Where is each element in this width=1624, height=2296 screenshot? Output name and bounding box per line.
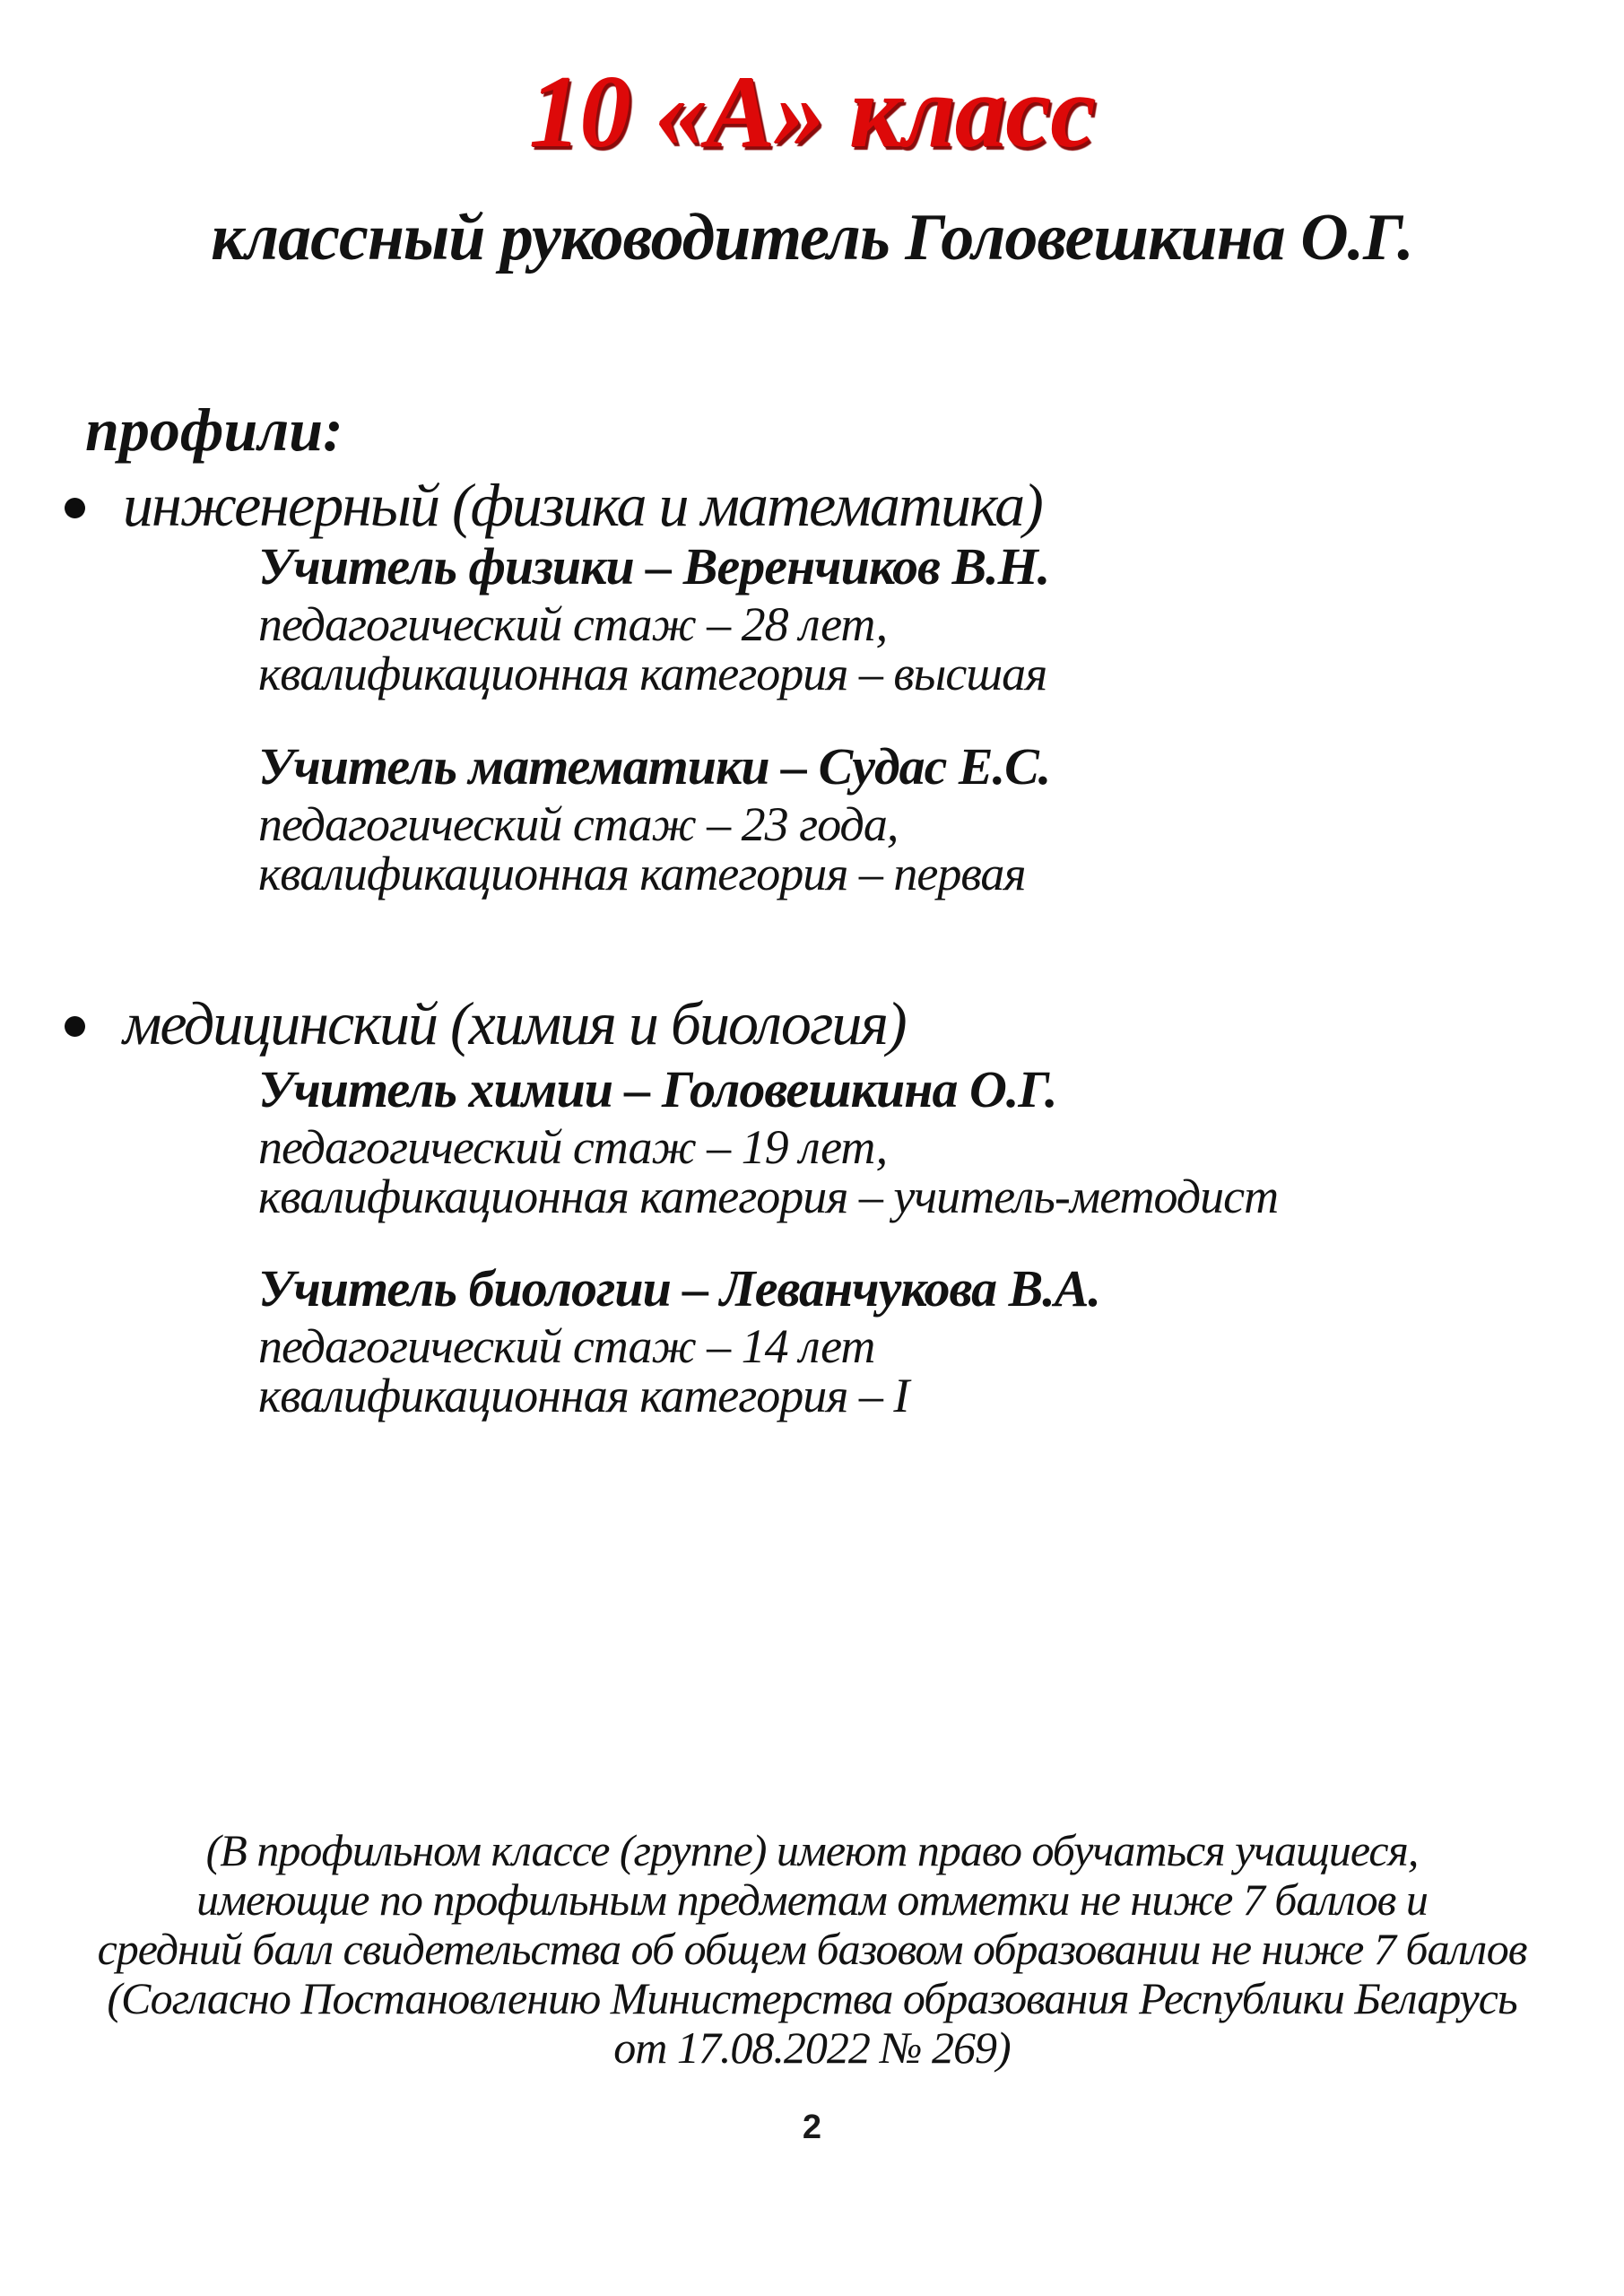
footer-note-line: имеющие по профильным предметам отметки не ниже 7 баллов и xyxy=(196,1874,1428,1925)
teacher-experience: педагогический стаж – 23 года, xyxy=(258,797,899,851)
teacher-category: квалификационная категория – учитель-методист xyxy=(258,1170,1279,1223)
teacher-block-physics xyxy=(258,537,1050,700)
teacher-block-chemistry xyxy=(258,1060,1279,1223)
page-number: 2 xyxy=(802,2109,822,2146)
profile-item-medical xyxy=(65,987,906,1060)
footer-note-line: средний балл свидетельства об общем базовом образовании не ниже 7 баллов xyxy=(97,1924,1527,1974)
page-subtitle: классный руководитель Головешкина О.Г. xyxy=(211,201,1413,274)
profiles-heading: профили: xyxy=(85,396,343,464)
teacher-category: квалификационная категория – I xyxy=(258,1369,909,1422)
teacher-name: Учитель биологии – Леванчукова В.А. xyxy=(258,1259,1100,1318)
teacher-category: квалификационная категория – первая xyxy=(258,847,1026,900)
page-title: 10 «А» класс xyxy=(528,55,1096,169)
teacher-experience: педагогический стаж – 19 лет, xyxy=(258,1120,888,1174)
footer-note xyxy=(27,1826,1597,2073)
teacher-experience: педагогический стаж – 14 лет xyxy=(258,1319,875,1373)
bullet-icon xyxy=(65,1016,85,1037)
bullet-icon xyxy=(65,498,85,518)
teacher-experience: педагогический стаж – 28 лет, xyxy=(258,597,888,651)
footer-note-line: от 17.08.2022 № 269) xyxy=(613,2022,1011,2073)
profile-name: медицинский (химия и биология) xyxy=(123,989,906,1057)
teacher-name: Учитель математики – Судас Е.С. xyxy=(258,737,1051,796)
footer-note-line: (Согласно Постановлению Министерства образования Республики Беларусь xyxy=(107,1973,1517,2023)
profile-name: инженерный (физика и математика) xyxy=(123,471,1042,539)
teacher-name: Учитель физики – Веренчиков В.Н. xyxy=(258,537,1050,596)
footer-note-line: (В профильном классе (группе) имеют право обучаться учащиеся, xyxy=(205,1825,1419,1875)
teacher-block-biology xyxy=(258,1259,1100,1422)
teacher-block-math xyxy=(258,737,1051,900)
teacher-category: квалификационная категория – высшая xyxy=(258,647,1047,700)
profile-item-engineering xyxy=(65,468,1042,542)
teacher-name: Учитель химии – Головешкина О.Г. xyxy=(258,1060,1057,1118)
